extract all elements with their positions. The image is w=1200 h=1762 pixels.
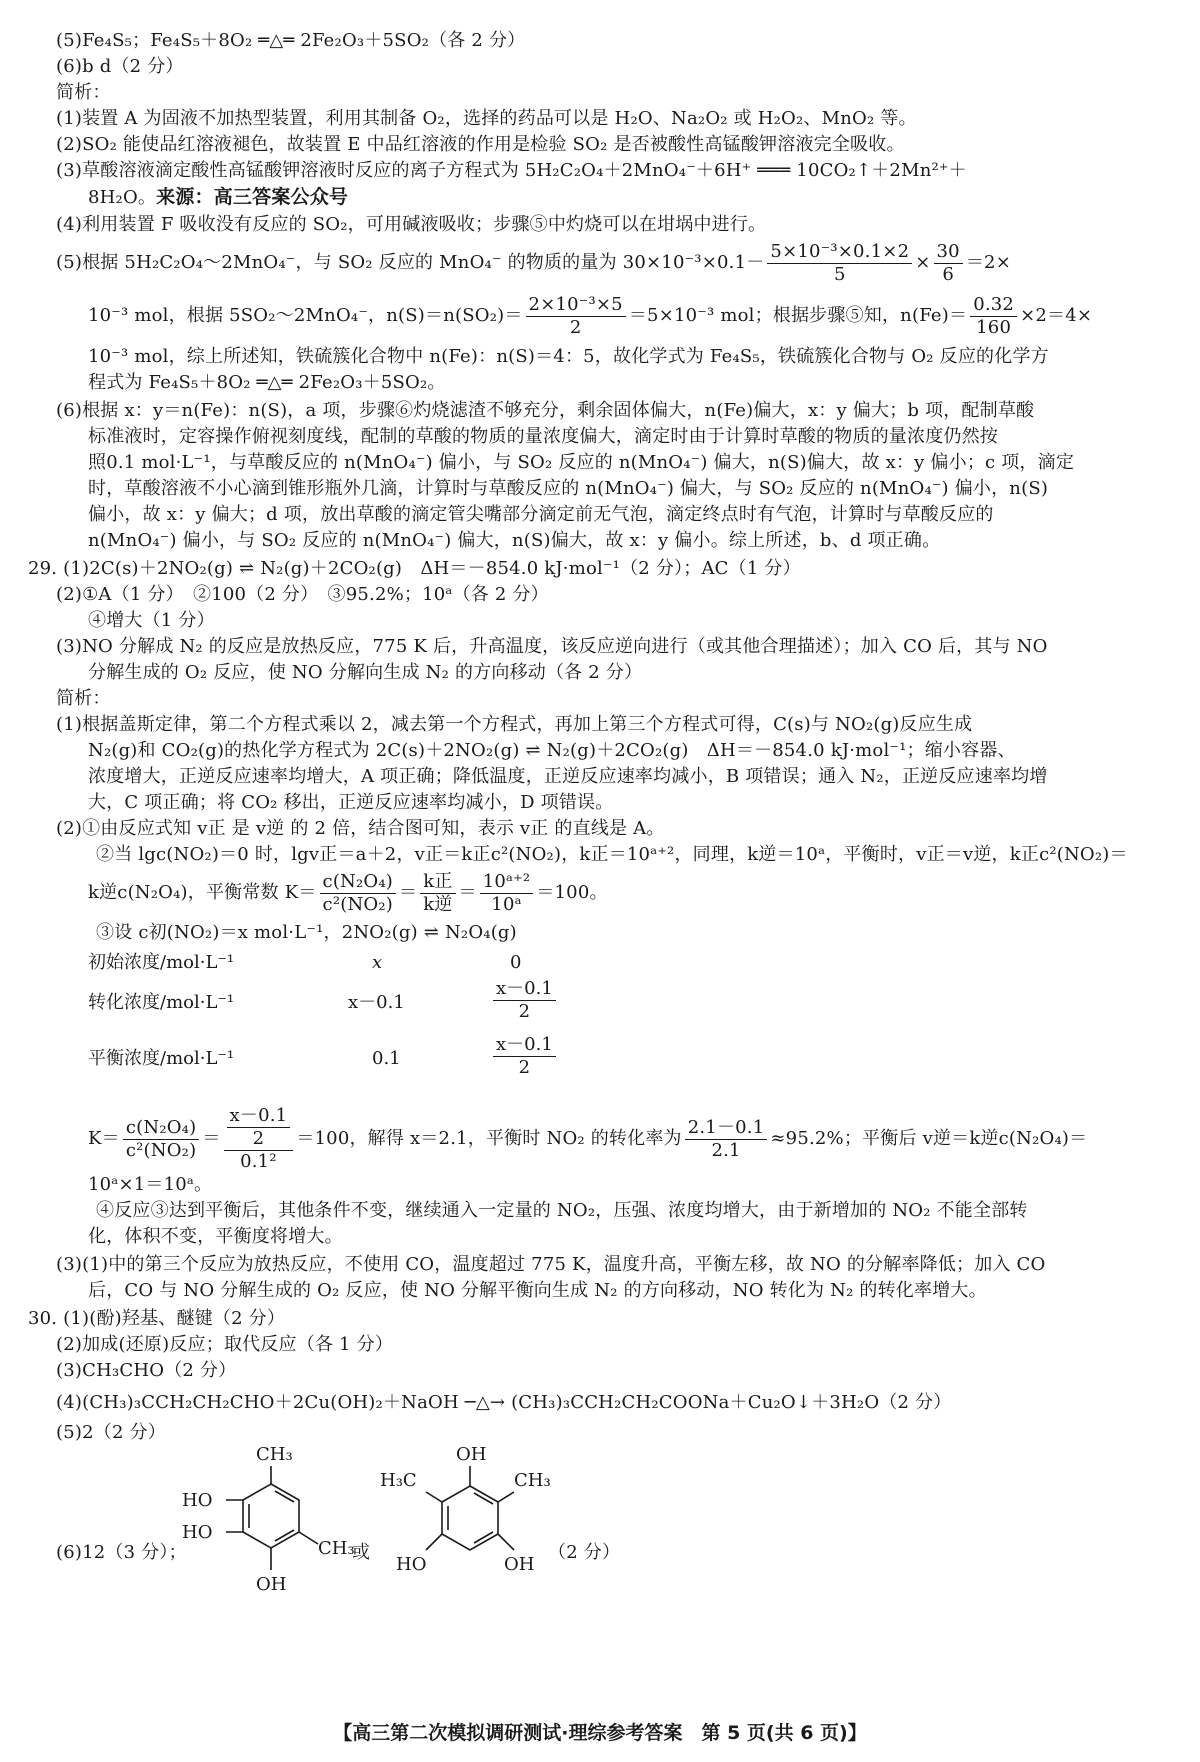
q28-explain-5c: 10⁻³ mol，综上所述知，铁硫簇化合物中 n(Fe)：n(S)＝4：5，故化学式为 Fe₄S₅，铁硫簇化合物与 O₂ 反应的化学方	[88, 346, 1049, 367]
fraction-numerator: 5×10⁻³×0.1×2	[767, 241, 912, 264]
q29-explain-4a: ④反应③达到平衡后，其他条件不变，继续通入一定量的 NO₂，压强、浓度均增大，由于新增加的 NO₂ 不能全部转	[96, 1200, 1028, 1221]
fraction	[526, 294, 626, 339]
q29-explain-3a: ③设 c初(NO₂)＝x mol·L⁻¹，2NO₂(g) ⇌ N₂O₄(g)	[96, 922, 517, 943]
compound-fraction	[224, 1105, 294, 1173]
q30-answer-2: (2)加成(还原)反应；取代反应（各 1 分）	[56, 1334, 394, 1355]
q29-explain-4b: 化，体积不变，平衡度将增大。	[88, 1226, 343, 1247]
ch3-group-label: CH₃	[318, 1538, 355, 1559]
q28-explain-3a: (3)草酸溶液滴定酸性高锰酸钾溶液时反应的离子方程式为 5H₂C₂O₄＋2MnO₄⁻＋6H⁺ ═══ 10CO₂↑＋2Mn²⁺＋	[56, 160, 967, 181]
fraction-denominator: 2.1	[711, 1139, 741, 1161]
q28-explain-5a	[56, 238, 1011, 288]
q29-explain-1c: 浓度增大，正逆反应速率均增大，A 项正确；降低温度，正逆反应速率均减小，B 项错误；通入 N₂，正逆反应速率均增	[88, 766, 1048, 787]
fraction-numerator: x－0.1	[227, 1105, 291, 1128]
text-segment: ≈95.2%；平衡后 v逆＝k逆c(N₂O₄)＝	[770, 1128, 1088, 1149]
fraction-denominator: 2	[518, 1057, 531, 1078]
page-footer: 【高三第二次模拟调研测试·理综参考答案 第 5 页(共 6 页)】	[333, 1722, 867, 1744]
hydroxyl-label: HO	[182, 1522, 213, 1543]
fraction-numerator: x－0.1	[493, 1034, 556, 1057]
q29-explain-5a: (3)(1)中的第三个反应为放热反应，不使用 CO，温度超过 775 K，温度升高，平衡左移，故 NO 的分解率降低；加入 CO	[56, 1254, 1046, 1275]
table-cell-change-a: x－0.1	[348, 992, 405, 1013]
table-cell-equilibrium-a: 0.1	[372, 1048, 401, 1069]
source-watermark-text: 来源：高三答案公众号	[156, 186, 349, 208]
text-segment: ×	[915, 252, 931, 273]
fraction-numerator: c(N₂O₄)	[123, 1117, 199, 1140]
bond	[426, 1534, 442, 1550]
fraction	[320, 871, 396, 916]
q28-explain-6d: 时，草酸溶液不小心滴到锥形瓶外几滴，计算时与草酸反应的 n(MnO₄⁻) 偏大，与 SO₂ 反应的 n(MnO₄⁻) 偏小，n(S)	[88, 478, 1049, 499]
q28-answer-5: (5)Fe₄S₅；Fe₄S₅＋8O₂ ═△═ 2Fe₂O₃＋5SO₂（各 2 分）	[56, 30, 526, 51]
table-cell-initial-x: x	[372, 952, 383, 973]
q28-explain-4: (4)利用装置 F 吸收没有反应的 SO₂，可用碱液吸收；步骤⑤中灼烧可以在坩埚中进行。	[56, 214, 767, 235]
fraction-denominator: 2	[569, 316, 582, 338]
q28-explain-5b	[88, 291, 1092, 341]
q29-explain-2a: (2)①由反应式知 v正 是 v逆 的 2 倍，结合图可知，表示 v正 的直线是 A。	[56, 818, 665, 839]
fraction	[493, 978, 556, 1023]
ch3-group-label: CH₃	[514, 1470, 551, 1491]
q30-answer-6: (6)12（3 分）；	[56, 1542, 187, 1563]
text-segment: ×2＝4×	[1020, 305, 1093, 326]
ring-double-bond	[275, 1491, 294, 1502]
q29-explain-1b: N₂(g)和 CO₂(g)的热化学方程式为 2C(s)＋2NO₂(g) ⇌ N₂(g)＋2CO₂(g) ΔH＝－854.0 kJ·mol⁻¹；缩小容器、	[88, 740, 1016, 761]
ring-double-bond	[275, 1530, 294, 1541]
text-segment: ＝2×	[965, 252, 1011, 273]
or-label: 或	[352, 1542, 371, 1563]
fraction-numerator: 0.32	[970, 294, 1017, 317]
q29-explain-1d: 大，C 项正确；将 CO₂ 移出，正逆反应速率均减小，D 项错误。	[88, 792, 614, 813]
molecule-structure-1	[176, 1440, 376, 1660]
hydroxyl-label: OH	[504, 1554, 535, 1575]
table-row-change-label: 转化浓度/mol·L⁻¹	[88, 992, 235, 1013]
fraction-denominator: 6	[942, 263, 955, 285]
text-segment: 10⁻³ mol，根据 5SO₂～2MnO₄⁻，n(S)＝n(SO₂)＝	[88, 305, 523, 326]
fraction	[123, 1117, 199, 1162]
q28-explain-6c: 照0.1 mol·L⁻¹，与草酸反应的 n(MnO₄⁻) 偏小，与 SO₂ 反应的 n(MnO₄⁻) 偏大，n(S)偏大，故 x：y 偏小；c 项，滴定	[88, 452, 1075, 473]
text-segment: ＝	[458, 882, 477, 903]
table-cell-change-b	[490, 978, 559, 1023]
q30-answer-4: (4)(CH₃)₃CCH₂CH₂CHO＋2Cu(OH)₂＋NaOH ─△→ (CH₃)₃CCH₂CH₂COONa＋Cu₂O↓＋3H₂O（2 分）	[56, 1392, 952, 1413]
hydroxyl-label: HO	[396, 1554, 427, 1575]
fraction	[934, 241, 963, 286]
text-segment: K＝	[88, 1128, 120, 1149]
fraction-numerator: 2.1－0.1	[685, 1117, 768, 1140]
hydroxyl-label: OH	[456, 1444, 487, 1465]
table-row-initial-label: 初始浓度/mol·L⁻¹	[88, 952, 235, 973]
fraction-denominator: 160	[976, 316, 1012, 338]
table-row-equilibrium-label: 平衡浓度/mol·L⁻¹	[88, 1048, 235, 1069]
fraction-denominator: c²(NO₂)	[125, 1139, 197, 1161]
table-cell-initial-0: 0	[510, 952, 522, 973]
q30-answer-5: (5)2（2 分）	[56, 1422, 166, 1443]
q29-k-expression	[88, 1104, 1087, 1174]
q28-explain-6b: 标准液时，定容操作俯视刻度线，配制的草酸的物质的量浓度偏大，滴定时由于计算时草酸的物质的量浓度仍然按	[88, 426, 998, 447]
fraction	[970, 294, 1017, 339]
hydroxyl-label: OH	[256, 1574, 287, 1595]
text-segment: ＝	[399, 882, 418, 903]
q29-explain-1a: (1)根据盖斯定律，第二个方程式乘以 2，减去第一个方程式，再加上第三个方程式可得，C(s)与 NO₂(g)反应生成	[56, 714, 973, 735]
text-segment: ＝100。	[536, 882, 608, 903]
q28-analysis-heading: 简析：	[56, 82, 111, 103]
q29-explain-2c	[88, 868, 608, 918]
q28-answer-6: (6)b d（2 分）	[56, 56, 184, 77]
q28-explain-3b-text: 8H₂O。	[88, 187, 157, 208]
fraction-numerator: k正	[420, 871, 455, 894]
q29-answer-3a: (3)NO 分解成 N₂ 的反应是放热反应，775 K 后，升高温度，该反应逆向进行（或其他合理描述）；加入 CO 后，其与 NO	[56, 636, 1048, 657]
q28-explain-2: (2)SO₂ 能使品红溶液褪色，故装置 E 中品红溶液的作用是检验 SO₂ 是否被酸性高锰酸钾溶液完全吸收。	[56, 134, 905, 155]
text-segment: k逆c(N₂O₄)，平衡常数 K＝	[88, 882, 317, 903]
q29-explain-5b: 后，CO 与 NO 分解生成的 O₂ 反应，使 NO 分解平衡向生成 N₂ 的方向移动，NO 转化为 N₂ 的转化率增大。	[88, 1280, 987, 1301]
fraction-denominator: 5	[834, 263, 846, 285]
fraction-numerator: 30	[934, 241, 963, 264]
benzene-ring	[442, 1486, 498, 1550]
fraction-numerator: c(N₂O₄)	[320, 871, 396, 894]
q30-answer-1: 30. (1)(酚)羟基、醚键（2 分）	[28, 1308, 286, 1329]
table-cell-equilibrium-b	[490, 1034, 559, 1079]
q28-explain-6f: n(MnO₄⁻) 偏小，与 SO₂ 反应的 n(MnO₄⁻) 偏大，n(S)偏大，故 x：y 偏小。综上所述，b、d 项正确。	[88, 530, 941, 551]
q29-analysis-heading: 简析：	[56, 688, 111, 709]
ring-double-bond	[474, 1493, 493, 1504]
q29-answer-3b: 分解生成的 O₂ 反应，使 NO 分解向生成 N₂ 的方向移动（各 2 分）	[88, 662, 643, 683]
fraction	[420, 871, 455, 916]
fraction-numerator: x－0.1	[493, 978, 556, 1001]
q28-explain-1: (1)装置 A 为固液不加热型装置，利用其制备 O₂，选择的药品可以是 H₂O、Na₂O₂ 或 H₂O₂、MnO₂ 等。	[56, 108, 917, 129]
q28-explain-6e: 偏小，故 x：y 偏大；d 项，放出草酸的滴定管尖嘴部分滴定前无气泡，滴定终点时有气泡，计算时与草酸反应的	[88, 504, 994, 525]
fraction-denominator: 0.1²	[240, 1151, 277, 1172]
q28-explain-6a: (6)根据 x：y＝n(Fe)：n(S)，a 项，步骤⑥灼烧滤渣不够充分，剩余固体偏大，n(Fe)偏大，x：y 偏大；b 项，配制草酸	[56, 400, 1035, 421]
ring-double-bond	[474, 1532, 493, 1543]
fraction	[227, 1105, 291, 1150]
q29-answer-2b: ④增大（1 分）	[88, 610, 215, 631]
fraction	[767, 241, 912, 286]
q30-answer-6-points: （2 分）	[548, 1542, 621, 1563]
q29-answer-1: 29. (1)2C(s)＋2NO₂(g) ⇌ N₂(g)＋2CO₂(g) ΔH＝－854.0 kJ·mol⁻¹（2 分）；AC（1 分）	[28, 558, 801, 579]
fraction-numerator: 10ᵃ⁺²	[480, 871, 534, 894]
fraction-denominator: k逆	[423, 893, 453, 915]
ch3-group-label: H₃C	[380, 1470, 417, 1491]
text-segment: (5)根据 5H₂C₂O₄～2MnO₄⁻，与 SO₂ 反应的 MnO₄⁻ 的物质的量为 30×10⁻³×0.1－	[56, 252, 765, 273]
q29-explain-2b: ②当 lgc(NO₂)＝0 时，lgv正＝a＋2，v正＝k正c²(NO₂)，k正＝10ᵃ⁺²，同理，k逆＝10ᵃ，平衡时，v正＝v逆，k正c²(NO₂)＝	[96, 844, 1128, 865]
fraction-numerator: 2×10⁻³×5	[526, 294, 626, 317]
fraction-denominator: 2	[252, 1128, 265, 1149]
molecule-structure-2	[380, 1440, 560, 1660]
bond	[498, 1492, 514, 1502]
q29-k-line2: 10ᵃ×1＝10ᵃ。	[88, 1174, 213, 1195]
bond	[498, 1534, 514, 1550]
q30-answer-3: (3)CH₃CHO（2 分）	[56, 1360, 237, 1381]
ch3-group-label: CH₃	[256, 1444, 293, 1465]
q28-explain-5d: 程式为 Fe₄S₅＋8O₂ ═△═ 2Fe₂O₃＋5SO₂。	[88, 372, 446, 393]
bond	[426, 1492, 442, 1502]
bond	[299, 1532, 318, 1544]
q28-explain-3b	[88, 184, 348, 211]
fraction-numerator	[224, 1105, 294, 1151]
fraction-denominator: 2	[518, 1001, 531, 1022]
fraction	[480, 871, 534, 916]
text-segment: ＝	[202, 1128, 221, 1149]
fraction	[685, 1117, 768, 1162]
text-segment: ＝5×10⁻³ mol；根据步骤⑤知，n(Fe)＝	[628, 305, 968, 326]
benzene-ring	[243, 1484, 299, 1548]
fraction-denominator: c²(NO₂)	[322, 893, 394, 915]
fraction	[493, 1034, 556, 1079]
fraction-denominator: 10ᵃ	[491, 893, 522, 915]
text-segment: ＝100，解得 x＝2.1，平衡时 NO₂ 的转化率为	[296, 1128, 682, 1149]
hydroxyl-label: HO	[182, 1490, 213, 1511]
q29-answer-2: (2)①A（1 分） ②100（2 分） ③95.2%；10ᵃ（各 2 分）	[56, 584, 549, 605]
